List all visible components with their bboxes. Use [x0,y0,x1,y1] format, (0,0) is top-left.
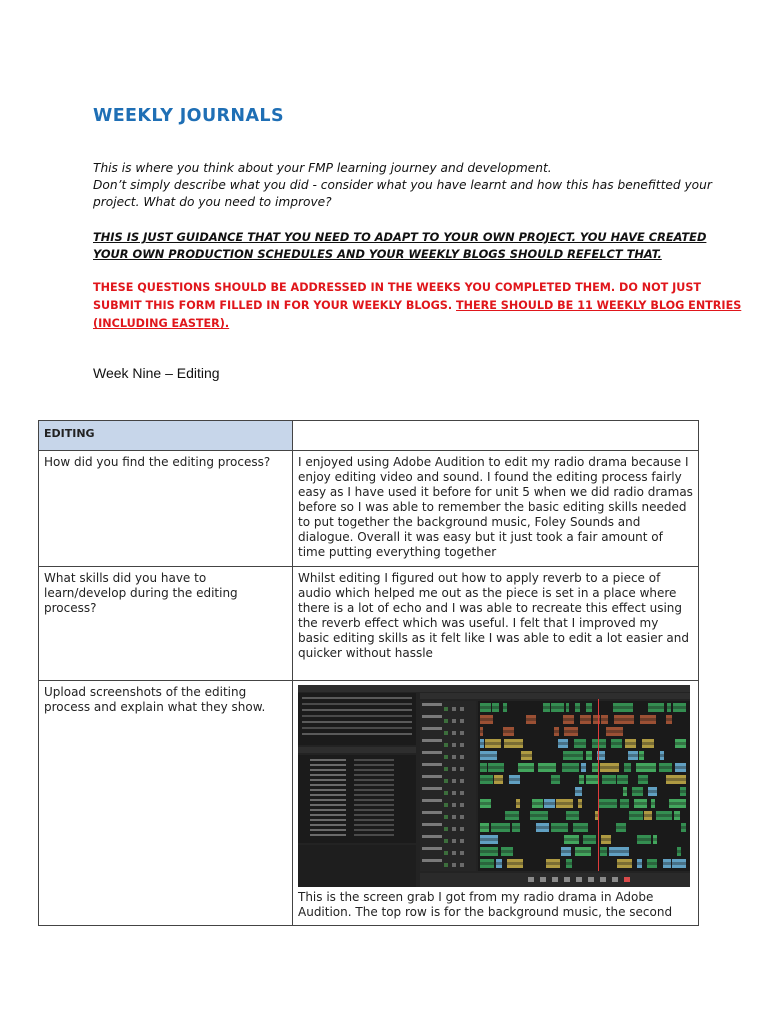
table-header-cell: EDITING [39,421,293,451]
answer-cell-with-screenshot [293,681,699,926]
table-row [39,567,699,681]
answer-cell: I enjoyed using Adobe Audition to edit my radio drama because I enjoy editing video and sound. I found the editing process fairly easy as I have used it before for unit 5 when we did radio dramas before so I was able to remember the basic editing skills needed to put together the background music, Foley Sounds and dialogue. Overall it was easy but it just took a fair amount of time putting everything together [293,451,699,567]
screenshot-caption: This is the screen grab I got from my radio drama in Adobe Audition. The top row is for the background music, the second [298,890,673,919]
week-title: Week Nine – Editing [93,365,220,381]
question-cell: Upload screenshots of the editing process and explain what they show. [39,681,293,926]
page-heading: WEEKLY JOURNALS [93,106,284,126]
warning-part-2: THERE SHOULD BE 11 WEEKLY BLOG ENTRIES (INCLUDING EASTER). [93,299,742,330]
audition-editor-image [298,685,690,887]
table-header-row [39,421,699,451]
journal-table [38,420,699,926]
warning-part-1: THESE QUESTIONS SHOULD BE ADDRESSED IN THE WEEKS YOU COMPLETED THEM. DO NOT JUST SUBMIT THIS FORM FILLED IN FOR YOUR WEEKLY BLOGS. [93,281,702,312]
question-cell: How did you find the editing process? [39,451,293,567]
table-row [39,681,699,926]
intro-text [93,160,733,211]
table-header-empty-cell [293,421,699,451]
guidance-note: THIS IS JUST GUIDANCE THAT YOU NEED TO ADAPT TO YOUR OWN PROJECT. YOU HAVE CREATED YOUR OWN PRODUCTION SCHEDULES AND YOUR WEEKLY BLOGS SHOULD REFELCT THAT. [93,230,707,261]
intro-line-1: This is where you think about your FMP learning journey and development. [93,161,552,175]
answer-cell: Whilst editing I figured out how to apply reverb to a piece of audio which helped me out as the piece is set in a place where there is a lot of echo and I was able to recreate this effect using the reverb effect which was useful. I felt that I improved my basic editing skills as it felt like I was able to edit a lot easier and quicker without hassle [293,567,699,681]
question-cell: What skills did you have to learn/develop during the editing process? [39,567,293,681]
audition-screenshot [298,685,690,887]
table-row [39,451,699,567]
intro-line-2: Don’t simply describe what you did - consider what you have learnt and how this has benefitted your project. What do you need to improve? [93,178,712,209]
warning-note [93,279,743,333]
